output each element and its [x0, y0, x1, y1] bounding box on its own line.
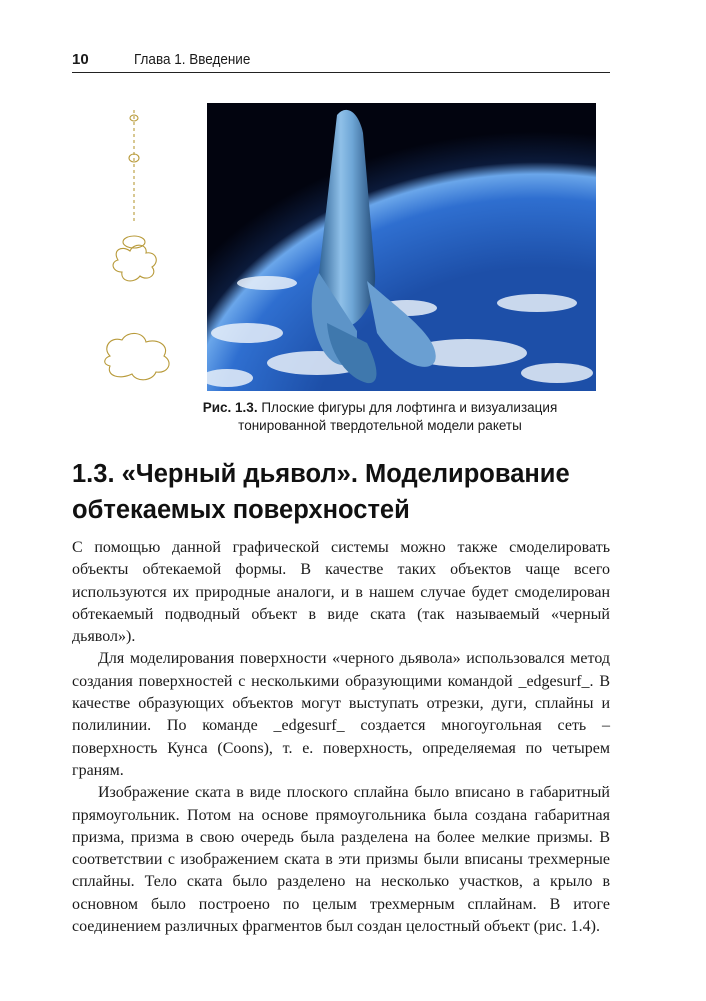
figure-caption — [130, 399, 630, 435]
chapter-title: Глава 1. Введение — [134, 51, 251, 68]
section-heading — [72, 456, 632, 528]
paragraph: С помощью данной графической системы можно также смоделировать объекты обтекаемой формы. В качестве таких объектов чаще всего используются их природные аналоги, и в нашем случае будет смоделирован обтекаемый подводный объект в виде ската (так называемый «черный дьявол»). — [72, 539, 610, 646]
body-text — [72, 537, 610, 938]
rocket-render-image — [207, 103, 596, 391]
sketch-cloud-shape — [105, 333, 169, 379]
section-heading-line2: обтекаемых поверхностей — [72, 496, 410, 524]
paragraph: Изображение ската в виде плоского сплайна было вписано в габаритный прямоугольник. Потом на основе прямоугольника была создана габаритная призма, призма в свою очередь была разделена на более мелкие призмы. В соответствии с изображением ската в эти призмы были вписаны трехмерные сплайны. Тело ската было разделено на несколько участков, а крыло в основном было построено по целым трехмерным сплайнам. В итоге соединением различных фрагментов был создан целостный объект (рис. 1.4). — [72, 784, 610, 936]
lofting-sketches — [100, 110, 200, 400]
paragraph: Для моделирования поверхности «черного дьявола» использовался метод создания поверхностей с несколькими образующими командой _edgesurf_. В качестве образующих объектов могут выступать отрезки, дуги, сплайны и полилинии. По команде _edgesurf_ создается многоугольная сеть – поверхность Кунса (Coons), т. е. поверхность, определяемая по четырем граням. — [72, 650, 610, 779]
running-header — [72, 50, 610, 73]
figure-label: Рис. 1.3. — [202, 400, 258, 415]
caption-text-line2: тонированной твердотельной модели ракеты — [238, 418, 522, 433]
caption-text-line1: Плоские фигуры для лофтинга и визуализация — [261, 400, 558, 415]
sketch-flower-shape — [113, 245, 156, 281]
section-heading-line1: 1.3. «Черный дьявол». Моделирование — [72, 460, 570, 488]
page-number: 10 — [72, 51, 89, 68]
